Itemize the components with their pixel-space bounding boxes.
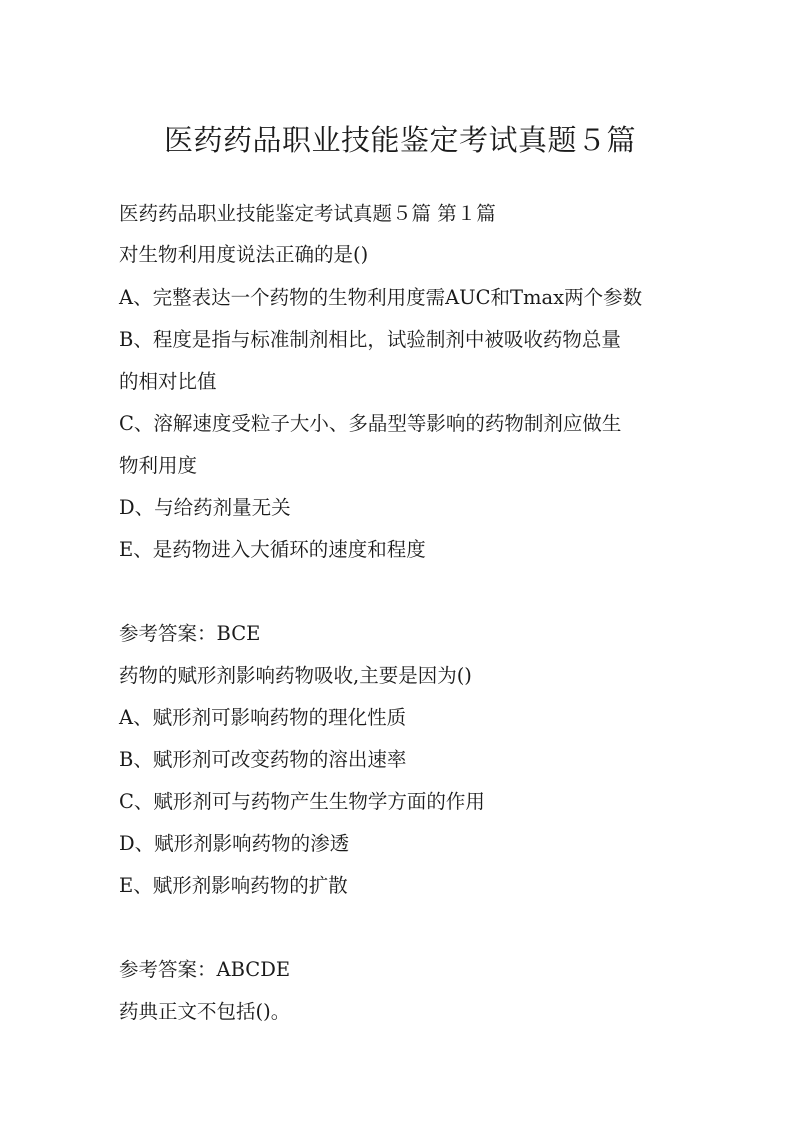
question-1-stem: 对生物利用度说法正确的是()	[119, 243, 369, 266]
question-1-option-a: A、完整表达一个药物的生物利用度需AUC和Tmax两个参数	[119, 286, 643, 309]
question-2-option-e: E、赋形剂影响药物的扩散	[119, 874, 348, 897]
question-2-answer: 参考答案：ABCDE	[119, 958, 291, 981]
question-1-option-e: E、是药物进入大循环的速度和程度	[119, 538, 426, 561]
question-2-stem: 药物的赋形剂影响药物吸收,主要是因为()	[119, 664, 472, 687]
question-2-option-c: C、赋形剂可与药物产生生物学方面的作用	[119, 790, 485, 813]
question-1-option-c-continued: 物利用度	[119, 454, 198, 477]
question-1-option-c: C、溶解速度受粒子大小、多晶型等影响的药物制剂应做生	[119, 412, 622, 435]
section-heading: 医药药品职业技能鉴定考试真题５篇 第１篇	[119, 202, 496, 225]
question-2-option-b: B、赋形剂可改变药物的溶出速率	[119, 748, 407, 771]
question-3-stem: 药典正文不包括()。	[119, 1000, 291, 1023]
question-2-option-a: A、赋形剂可影响药物的理化性质	[119, 706, 407, 729]
question-2-option-d: D、赋形剂影响药物的渗透	[119, 832, 350, 855]
question-1-option-b-continued: 的相对比值	[119, 370, 217, 393]
question-1-option-d: D、与给药剂量无关	[119, 496, 291, 519]
document-title: 医药药品职业技能鉴定考试真题５篇	[163, 123, 636, 157]
question-1-answer: 参考答案：BCE	[119, 622, 261, 645]
question-1-option-b: B、程度是指与标准制剂相比，试验制剂中被吸收药物总量	[119, 328, 621, 351]
